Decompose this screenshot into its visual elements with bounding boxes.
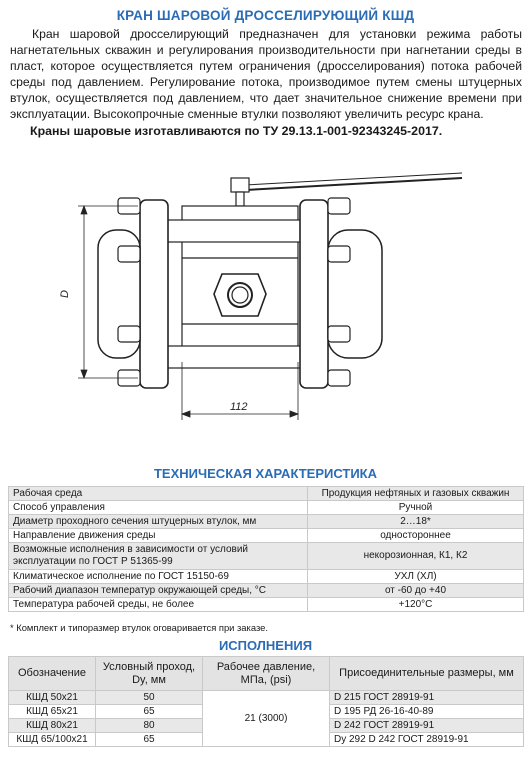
table-row: КШД 80х21 80 D 242 ГОСТ 28919-91 (9, 719, 524, 733)
page-title: КРАН ШАРОВОЙ ДРОССЕЛИРУЮЩИЙ КШД (116, 8, 415, 23)
table-row: Рабочая среда Продукция нефтяных и газовых скважин (9, 487, 524, 501)
table-row: КШД 65/100х21 65 Dy 292 D 242 ГОСТ 28919-91 (9, 733, 524, 747)
table-row: Температура рабочей среды, не более +120°С (9, 598, 524, 612)
valve-drawing (0, 148, 531, 438)
footnote: * Комплект и типоразмер втулок оговаривается при заказе. (10, 622, 268, 633)
table-row: Способ управления Ручной (9, 501, 524, 515)
intro-paragraph: Кран шаровой дросселирующий предназначен для установки режима работы нагнетательных скважин и регулирования производительности при нагнетании среды в пласт, которое осуществляется путем ограничения (дросселирования) потока рабочей среды под давлением. Регулирование потока, производимое путем смены штуцерных втулок, осуществляется под давлением, что дает значительное снижение времени при эксплуатации. Высокопрочные сменные втулки позволяют увеличить ресурс крана. (10, 27, 522, 121)
dimension-length-label: 112 (230, 401, 248, 413)
dimension-d-label: D (59, 290, 71, 298)
exec-table (8, 656, 524, 747)
header-pressure: Рабочее давление, МПа, (psi) (203, 657, 330, 691)
exec-title: ИСПОЛНЕНИЯ (218, 638, 313, 653)
table-row: Рабочий диапазон температур окружающей среды, °С от -60 до +40 (9, 584, 524, 598)
specs-table (8, 486, 524, 612)
tu-statement: Краны шаровые изготавливаются по ТУ 29.13.1-001-92343245-2017. (30, 124, 443, 138)
table-row: Диаметр проходного сечения штуцерных втулок, мм 2…18* (9, 515, 524, 529)
exec-pressure: 21 (3000) (203, 691, 330, 747)
table-row: Климатическое исполнение по ГОСТ 15150-69 УХЛ (ХЛ) (9, 570, 524, 584)
specs-title: ТЕХНИЧЕСКАЯ ХАРАКТЕРИСТИКА (153, 466, 378, 481)
table-row: Возможные исполнения в зависимости от условий эксплуатации по ГОСТ Р 51365-99 некорозионная, К1, К2 (9, 543, 524, 570)
table-row: КШД 50х21 50 21 (3000) D 215 ГОСТ 28919-91 (9, 691, 524, 705)
header-connection: Присоединительные размеры, мм (330, 657, 524, 691)
intro-text (10, 26, 522, 122)
table-row: КШД 65х21 65 D 195 РД 26-16-40-89 (9, 705, 524, 719)
header-dn: Условный проход, Dy, мм (96, 657, 203, 691)
header-designation: Обозначение (9, 657, 96, 691)
table-row: Направление движения среды одностороннее (9, 529, 524, 543)
table-header-row (9, 657, 524, 691)
